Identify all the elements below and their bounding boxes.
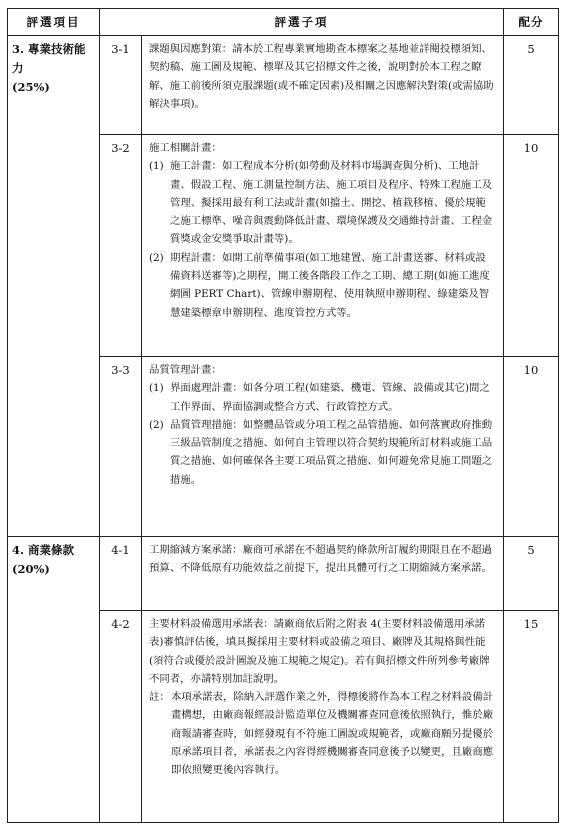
item-body <box>142 36 504 135</box>
header-sub: 評選子項 <box>100 9 504 36</box>
item-code: 4-2 <box>100 611 142 823</box>
note <box>149 688 495 779</box>
item-score: 5 <box>504 537 559 611</box>
item-score: 10 <box>504 357 559 537</box>
category-title: 4. 商業條款 <box>12 543 75 557</box>
item-score: 10 <box>504 135 559 357</box>
sub-item-mark: (1) <box>149 382 164 395</box>
item-code: 3-3 <box>100 357 142 537</box>
sub-item <box>149 249 495 322</box>
sub-item-mark: (2) <box>149 251 164 264</box>
category-percent: (25%) <box>12 80 50 94</box>
category-title: 3. 專業技術能力 <box>12 42 86 75</box>
item-code: 3-1 <box>100 36 142 135</box>
evaluation-table <box>7 8 559 823</box>
sub-item <box>149 157 495 248</box>
item-code: 4-1 <box>100 537 142 611</box>
sub-item-mark: (2) <box>149 418 164 431</box>
category-cell <box>8 537 100 823</box>
item-text: 主要材料設備選用承諾表：請廠商依后附之附表 4(主要材料設備選用承諾表)審慎評估後，填具擬採用主要材料或設備之項目、廠牌及其規格與性能(須符合或優於設計圖說及施工規範之規定)。若有與招標文件所列參考廠牌不同者，亦請特別加註說明。 <box>149 618 490 685</box>
item-body <box>142 135 504 357</box>
sub-item <box>149 379 495 416</box>
sub-item <box>149 416 495 489</box>
item-body <box>142 611 504 823</box>
category-percent: (20%) <box>12 562 50 576</box>
sub-item-text: 界面處理計畫：如各分項工程(如建築、機電、管線、設備或其它)間之工作界面、界面協調或整合方式、行政管控方式。 <box>170 382 490 413</box>
item-score: 15 <box>504 611 559 823</box>
item-body <box>142 537 504 611</box>
item-score: 5 <box>504 36 559 135</box>
sub-item-text: 品質管理措施：如整體品管或分項工程之品管措施、如何落實政府推動三級品管制度之措施、如何自主管理以符合契約規範所訂材料或施工品質之措施、如何確保各主要工項品質之措施、如何避免常見施工問題之措施。 <box>170 418 493 486</box>
header-score: 配分 <box>504 9 559 36</box>
sub-item-mark: (1) <box>149 160 164 173</box>
item-code: 3-2 <box>100 135 142 357</box>
header-row <box>8 9 559 36</box>
item-text: 施工相關計畫： <box>149 142 222 154</box>
item-text: 品質管理計畫： <box>149 364 222 376</box>
item-body <box>142 357 504 537</box>
note-mark: 註： <box>149 691 170 704</box>
table-row <box>8 36 559 135</box>
sub-item-text: 期程計畫：如開工前準備事項(如工地建置、施工計畫送審、材料或設備資料送審等)之期程，開工後各階段工作之工期、總工期(如施工進度網圖 PERT Chart)、管線申辦期程、使用執照申辦期程、綠建築及智慧建築標章申辦期程、進度管控方式等。 <box>170 251 490 319</box>
note-text: 本項承諾表，除納入評選作業之外，得標後將作為本工程之材料設備計畫構想，由廠商報經設計監造單位及機關審查同意後依照執行，惟於廠商報請審查時，如經發現有不符施工圖說或規範者，或廠商願另提優於原承諾項目者，承諾表之內容得經機關審查同意後予以變更，且廠商應即依照變更後內容執行。 <box>171 691 494 777</box>
header-item: 評選項目 <box>8 9 100 36</box>
sub-item-text: 施工計畫：如工程成本分析(如勞動及材料市場調查與分析)、工地計畫、假設工程、施工測量控制方法、施工項目及程序、特殊工程施工及管理、擬採用最有利工法或計畫(如擋土、開挖、植栽移植、優於規範之施工標準、噪音與震動降低計畫、環境保護及交通維持計畫、工程金質獎或金安獎爭取計畫等)。 <box>170 160 493 246</box>
table-row <box>8 537 559 611</box>
item-text: 課題與因應對策：請本於工程專業實地勘查本標案之基地並詳閱投標須知、契約稿、施工圖及規範、標單及其它招標文件之後，說明對於本工程之瞭解、施工前後所須克服課題(或不確定因素)及相關之因應解決對策(或需協助解決事項)。 <box>149 43 494 110</box>
category-cell <box>8 36 100 537</box>
item-text: 工期縮減方案承諾：廠商可承諾在不超過契約條款所訂履約期限且在不超過預算、不降低原有功能效益之前提下，提出具體可行之工期縮減方案承諾。 <box>149 544 492 575</box>
